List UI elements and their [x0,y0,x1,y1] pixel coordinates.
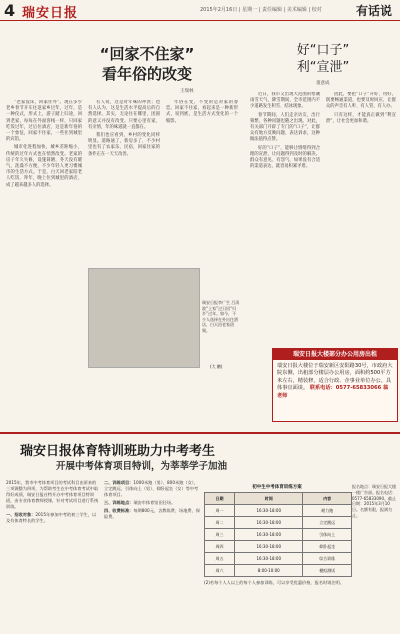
table-row [205,505,352,517]
photo-caption: 瑞安日报李广生 吕清波“上家”过日回“归乡”过年。如今，不少人选择在外出住酒店，白天回老家团聚。 [202,300,240,333]
article2-para3: 好的“口子”，能够让情绪得到合理的宣泄，让问题得到及时的解决。群众有意见、有怨气，如果没有合适的渠道表达，就容易积累矛盾。 [250,145,320,170]
section-title: 有话说 [355,4,392,18]
article1-para1: “老家没床，回家住外”。现在多少老乡春节开车往返家乡过年，过年，是一种仪式，形式上，游子踏上归途，回到老家，每每在外面客栈一样，只回家吃饭过年，过后住酒店，这是新年俗的一个象征，回家不住家，一些住到城里的宾馆。 [6,100,82,143]
training-footer-note-block [204,580,350,628]
masthead [0,0,400,21]
table-cell: 引体向上 [303,529,352,541]
article1-column-3 [166,100,238,296]
article2-para5: 只有这样，才能真正做到“利宣泄”，让社会更加和谐。 [326,112,396,124]
table-cell: 耐力跑 [303,505,352,517]
table-row [205,541,352,553]
training-column-2 [104,480,200,628]
training-s1-text: 2015年参加中考的初三学生，以及有体育特长的学生。 [6,512,97,523]
table-cell: 16:30-18:00 [235,553,303,565]
training-intro: 2015年，我市中考体育项目的考试科目由原来的三项调整为四项，为帮助考生在中考体育考试中取得好成绩，瑞安日报社特开办中考体育项目特训班，由专业体育教师授课，针对考试项目进行系统训练。 [6,480,99,509]
training-registration-info: 报名地点：瑞安日报大楼一楼广告部。报名电话：0577-65833090。截止日期：2015年3月10日。名额有限，报满为止。 [352,484,396,518]
schedule-header-cell: 时间 [235,493,303,505]
article1-para2: 城市化进程加快，城乡差距缩小，传统的过年方式也在悄然改变。老家的房子年久失修，设施简陋，冬天没有暖气，洗澡不方便，不少年轻人更习惯城市的生活方式。于是，白天回老家陪老人吃饭、拜年，晚上住到城里的酒店，成了越来越多人的选择。 [6,145,82,188]
schedule-table [204,492,352,577]
training-headline: 瑞安日报体育特训班助力中考考生 [20,444,216,459]
training-s2-label: 二、训练项目： [104,480,134,485]
rental-ad-contact-label: 联系电话： [309,385,336,392]
table-cell: 16:30-18:00 [235,541,303,553]
rental-ad-text: 瑞安日报大楼位于瑞安新区安阳路30号，市政府大院东侧，出租部分楼层办公用房，面积约500平方米左右，精装修，适合行政、企事业单位办公。具体事宜面谈。 [277,363,393,392]
article2-title [288,42,358,76]
table-cell: 周二 [205,517,235,529]
article1-column-1 [6,100,82,422]
rental-ad-title: 瑞安日报大楼部分办公用房出租 [273,349,397,360]
rental-ad-body [277,363,393,400]
article2-title-line1: 好“口子” [296,43,350,58]
training-column-1 [6,480,100,628]
page-number: 4 [4,1,16,20]
training-s4-text: 每期800元，含教练费、场地费、保险费。 [104,508,200,519]
training-subheadline: 开展中考体育项目特训，为莘莘学子加油 [56,461,228,472]
table-row [205,565,352,577]
paper-name: 瑞安日报 [22,6,79,21]
article2-byline: 童意成 [316,81,330,86]
article1-title [62,44,232,84]
training-footer-note: (2)若每个人人以上的每个人参加训练，可以享受优惠价格，报名时请注明。 [204,580,344,585]
article1-byline: 王瑞林 [180,89,194,94]
training-s1-label: 一、招收对象： [6,512,36,517]
article1-title-line2: 看年俗的改变 [101,65,192,83]
table-cell: 立定跳远 [303,517,352,529]
table-cell: 周六 [205,565,235,577]
article1-column-2 [88,100,160,264]
table-row [205,529,352,541]
table-cell: 周一 [205,505,235,517]
training-s2-text: 1000米跑（男）、800米跑（女），立定跳远、引体向上（男）、仰卧起坐（女）等中考体育项目。 [104,480,199,497]
dateline: 2015年2月16日 | 星期一 | 责任编辑 | 美术编辑 | 校对 [200,7,322,13]
article2-title-line2: 利“宣泄” [296,60,350,75]
table-row [205,517,352,529]
table-row [205,553,352,565]
rental-ad-box [272,348,398,422]
article2-column-2 [326,92,396,342]
rental-ad-phone: 0577-65833066 翁老师 [277,385,389,399]
article2-para1: 近日，我市又出现大范围的寒潮雨雪天气，降雪期间，全市范围内不少道路发生积雪、结冰现象。 [250,92,320,110]
article2-column-1 [250,92,320,342]
table-cell: 16:30-18:00 [235,505,303,517]
section-divider [0,432,400,434]
schedule-header-row [205,493,352,505]
training-s3-text: 瑞安市体育馆田径场。 [133,500,176,505]
training-s4-label: 四、收费标准： [104,508,134,513]
table-cell: 模拟测试 [303,565,352,577]
training-s3-label: 三、训练地点： [104,500,134,505]
article1-para5: 年俗在变，不变的是对家的眷恋。回家不住家，看起来是一种新形式，说到底，是生活方式变化的一个缩影。 [166,100,238,124]
schedule-header-cell: 日期 [205,493,235,505]
article1-title-line1: “回家不住家” [99,45,195,63]
schedule-table-title: 初中生中考体育训练方案 [252,485,302,490]
article1-para4: 我们也应看到，乡村的变化同样明显。道路通了，新房多了，不少村里也有了农家乐、民宿，回家住家的条件正在一天天改善。 [88,133,160,157]
table-cell: 仰卧起坐 [303,541,352,553]
table-cell: 周五 [205,553,235,565]
article2-para4: 因此，要把“口子”开好、用好，既要畅通渠道，也要及时回应，让群众的声音有人听、有人管、有人办。 [326,92,396,110]
table-cell: 综合训练 [303,553,352,565]
table-cell: 8:00-10:00 [235,565,303,577]
article1-photo [88,268,200,368]
schedule-header-cell: 内容 [303,493,352,505]
photo-credit: (大 鹏) [210,364,223,369]
table-cell: 16:30-18:00 [235,529,303,541]
table-cell: 16:30-18:00 [235,517,303,529]
article2-para2: 春节期间，人们走亲访友，出行频繁，各种问题也随之出现。对此，有关部门开辟了专门的“口子”，让群众有地方反映问题、表达诉求，这种做法值得点赞。 [250,112,320,143]
table-cell: 周四 [205,541,235,553]
table-cell: 周三 [205,529,235,541]
article1-para3: 有人说，这是对年味的冲淡；也有人认为，这是生活水平提高后的自然选择。其实，无论住在哪里，团圆的意义并没有改变。只要心里有家，有亲情，年的味道就一直都在。 [88,100,160,130]
